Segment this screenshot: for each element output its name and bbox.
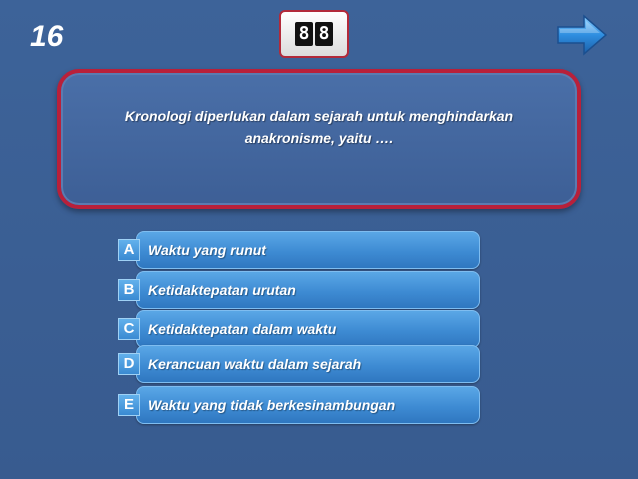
- next-question-button[interactable]: [556, 13, 608, 57]
- answer-option-d[interactable]: [118, 345, 480, 383]
- answer-text: Waktu yang runut: [148, 242, 266, 258]
- answer-letter: A: [118, 239, 140, 261]
- question-number: 16: [30, 20, 64, 53]
- answer-letter: D: [118, 353, 140, 375]
- answer-text: Ketidaktepatan dalam waktu: [148, 321, 337, 337]
- answer-text: Ketidaktepatan urutan: [148, 282, 296, 298]
- answer-text: Kerancuan waktu dalam sejarah: [148, 356, 362, 372]
- question-line-2: anakronisme, yaitu ….: [244, 130, 394, 146]
- answer-option-a[interactable]: [118, 231, 480, 269]
- timer-digit-ones: 8: [315, 22, 333, 46]
- answer-letter: C: [118, 318, 140, 340]
- answer-letter: B: [118, 279, 140, 301]
- timer-digit-tens: 8: [295, 22, 313, 46]
- timer-digits: [295, 22, 333, 46]
- question-text: [79, 105, 559, 149]
- answer-letter: E: [118, 394, 140, 416]
- answer-option-c[interactable]: [118, 310, 480, 348]
- answer-text: Waktu yang tidak berkesinambungan: [148, 397, 396, 413]
- answer-option-b[interactable]: [118, 271, 480, 309]
- countdown-timer: [279, 10, 349, 58]
- right-arrow-icon: [556, 13, 608, 57]
- question-line-1: Kronologi diperlukan dalam sejarah untuk menghindarkan: [124, 108, 514, 124]
- answer-option-e[interactable]: [118, 386, 480, 424]
- question-box: [57, 69, 581, 209]
